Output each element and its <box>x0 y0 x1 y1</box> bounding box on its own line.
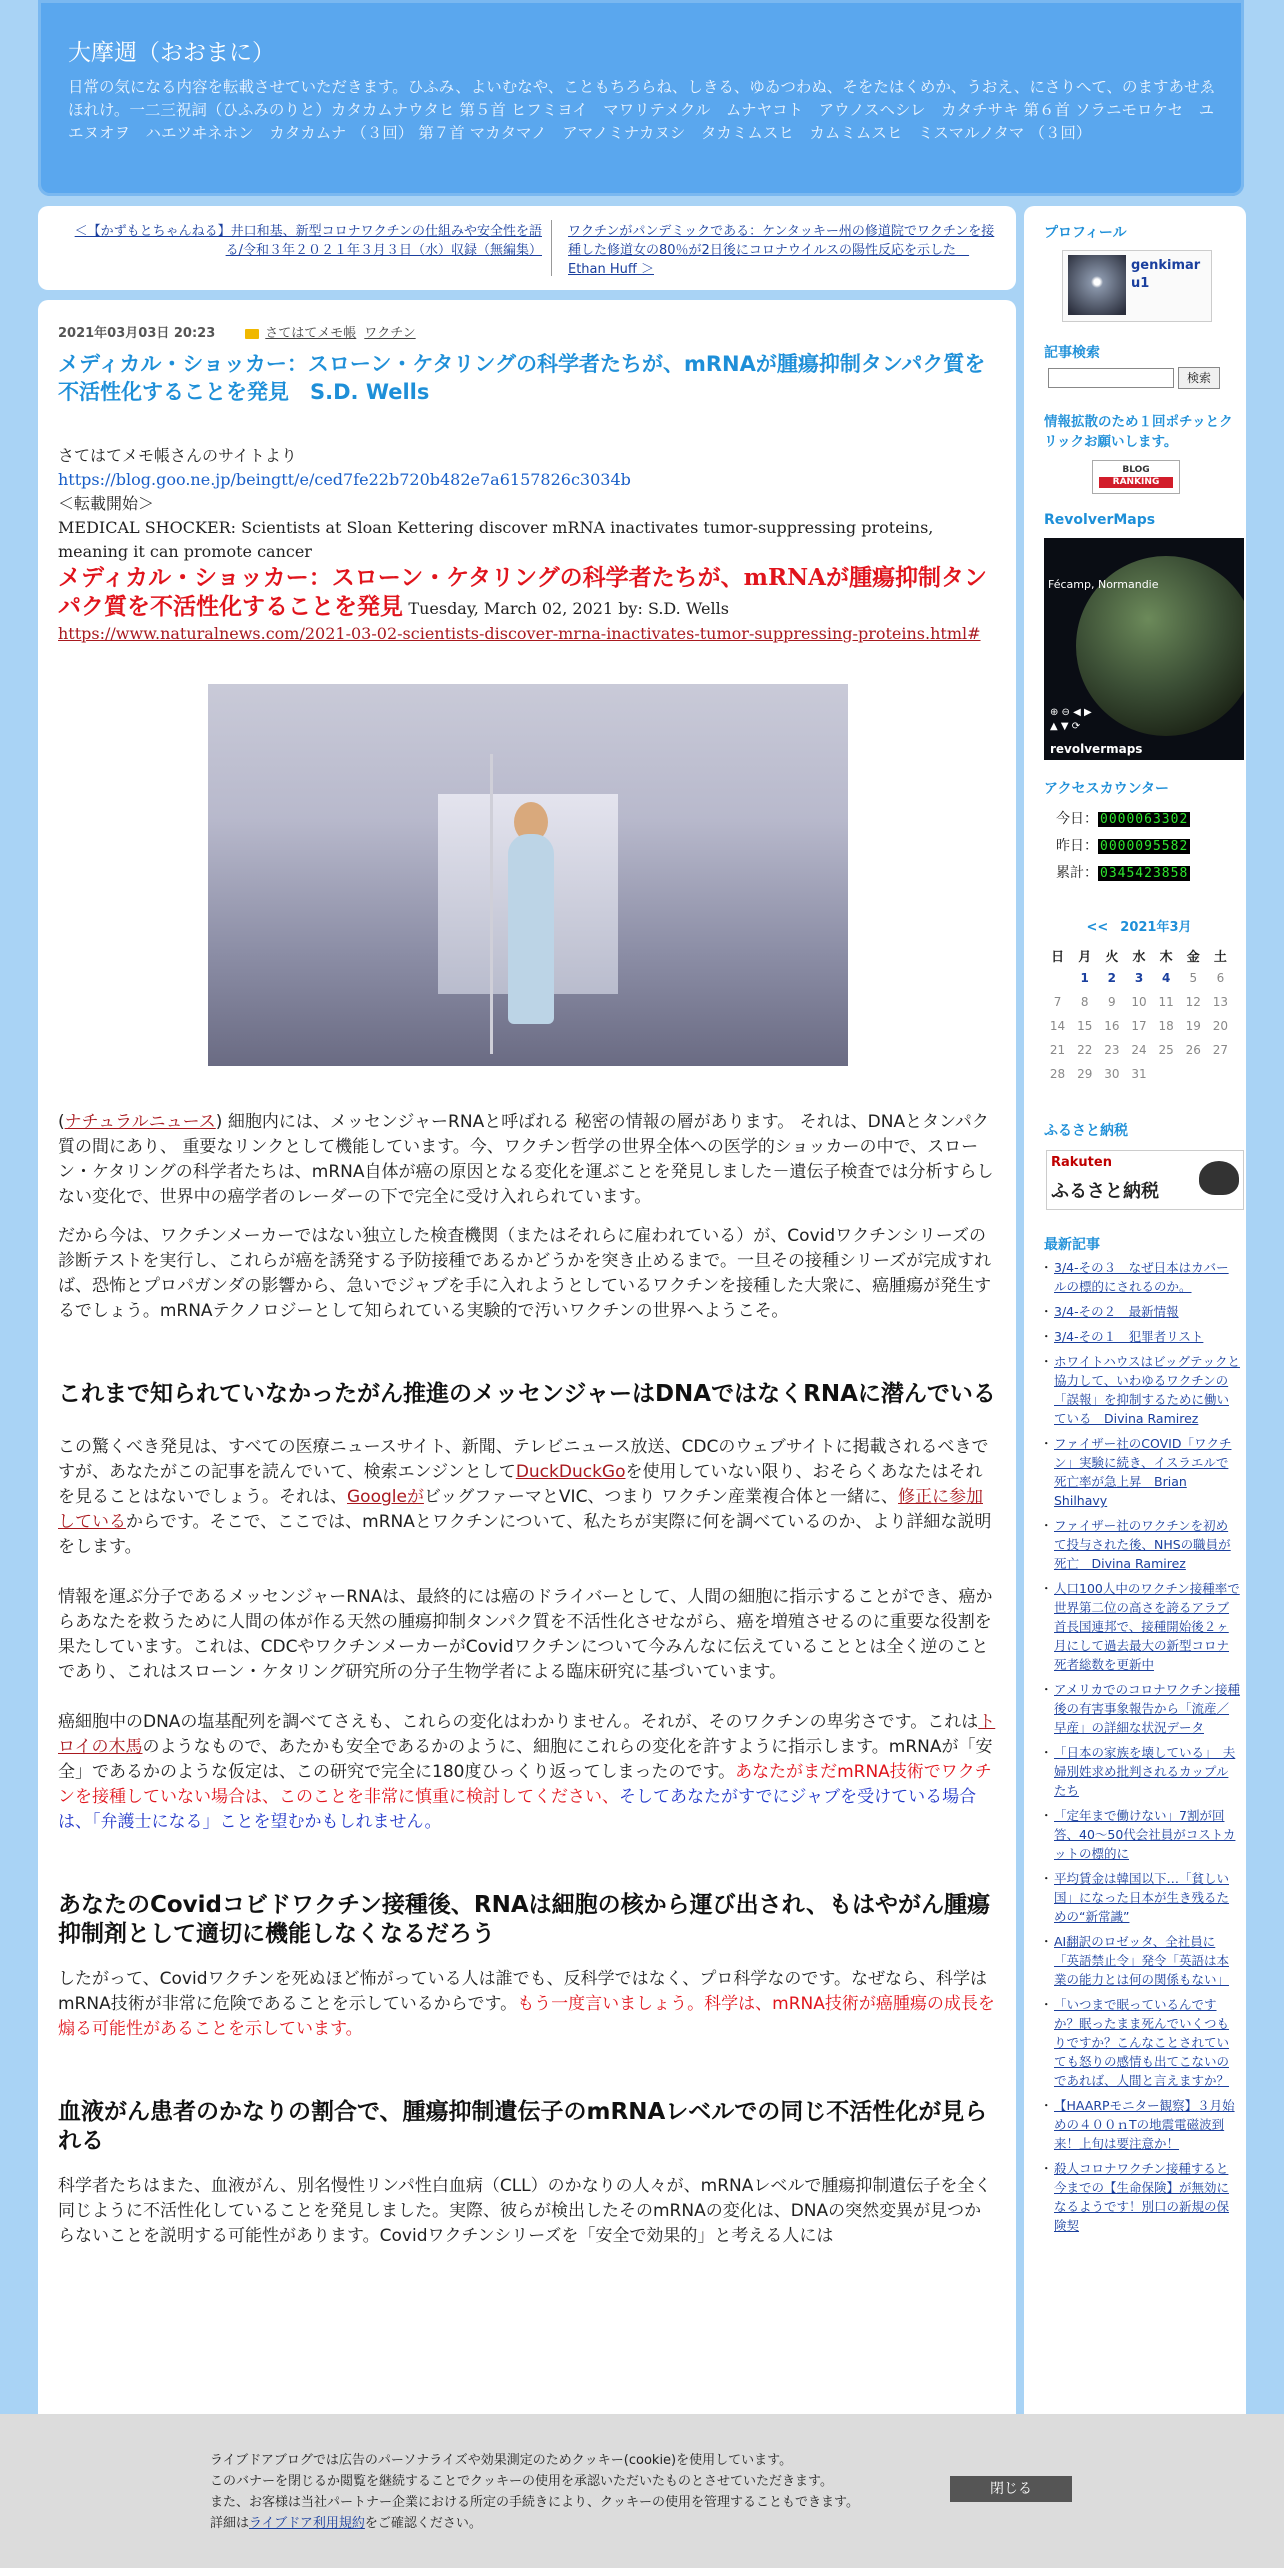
recent-post-link[interactable]: アメリカでのコロナワクチン接種後の有害事象報告から「流産／早産」の詳細な状況データ <box>1054 1682 1241 1735</box>
category-link[interactable]: さてはてメモ帳 <box>265 326 357 341</box>
category-list <box>245 322 423 341</box>
bullet-icon: ・ <box>1040 1436 1053 1451</box>
bullet-icon: ・ <box>1040 1934 1053 1949</box>
recent-post-link[interactable]: ファイザー社のワクチンを初めて投与された後、NHSの職員が死亡 Divina Ramirez <box>1054 1518 1231 1571</box>
recent-post-link[interactable]: ファイザー社のCOVID「ワクチン」実験に続き、イスラエルで死亡率が急上昇 Brian Shilhavy <box>1054 1436 1232 1508</box>
source-intro: さてはてメモ帳さんのサイトより <box>58 446 297 465</box>
bullet-icon: ・ <box>1040 1304 1053 1319</box>
recent-post-item <box>1040 1806 1240 1863</box>
ranking-badge-line2: RANKING <box>1099 477 1173 488</box>
post-pager <box>38 206 1016 290</box>
paragraph-5: 癌細胞中のDNAの塩基配列を調べてさえも、これらの変化はわかりません。それが、そのワクチンの卑劣さです。これはトロイの木馬のようなもので、あたかも安全であるかのように、細胞にこれらの変化を許すように指示します。mRNAが「安全」であるかのような仮定は、この研究で完全に180度ひっくり返ってしまったのです。あなたがまだmRNA技術でワクチンを接種していない場合は、このことを非常に慎重に検討してください、そしてあなたがすでにジャブを受けている場合は、「弁護士になる」ことを望むかもしれません。 <box>58 1712 996 1832</box>
teapot-icon <box>1199 1161 1239 1195</box>
bullet-icon: ・ <box>1040 1997 1053 2012</box>
section-heading-3: 血液がん患者のかなりの割合で、腫瘍抑制遺伝子のmRNAレベルでの同じ不活性化が見られる <box>58 2099 988 2154</box>
byline: Tuesday, March 02, 2021 by: S.D. Wells <box>408 599 729 618</box>
next-post-link[interactable]: ワクチンがパンデミックである：ケンタッキー州の修道院でワクチンを接種した修道女の80％が2日後にコロナウイルスの陽性反応を示した Ethan Huff ＞ <box>568 224 995 277</box>
recent-post-item <box>1040 1579 1240 1674</box>
counter-total: 累計： 0345423858 <box>1056 865 1189 881</box>
recent-post-item <box>1040 1327 1240 1346</box>
profile-title: プロフィール <box>1044 225 1127 241</box>
ranking-text: 情報拡散のため１回ポチッとクリックお願いします。 <box>1044 414 1233 450</box>
calendar-week: 14 15 16 17 18 19 20 <box>1049 1019 1229 1033</box>
calendar-day-link[interactable]: 3 <box>1134 971 1144 985</box>
calendar-week: 28 29 30 31 <box>1049 1067 1147 1081</box>
recent-post-link[interactable]: AI翻訳のロゼッタ、全社員に「英語禁止令」発令「英語は本業の能力とは何の関係もない」 <box>1054 1934 1230 1987</box>
post-meta <box>58 322 424 341</box>
bullet-icon: ・ <box>1040 1329 1053 1344</box>
repost-start: ＜転載開始＞ <box>58 494 155 513</box>
recent-post-item <box>1040 1434 1240 1510</box>
profile-card[interactable] <box>1062 250 1212 322</box>
section-heading-1: これまで知られていなかったがん推進のメッセンジャーはDNAではなくRNAに潜んでいる <box>58 1381 996 1407</box>
blog-title[interactable]: 大摩週（おおまに） <box>68 40 275 66</box>
jp-headline: メディカル・ショッカー：スローン・ケタリングの科学者たちが、mRNAが腫瘍抑制タンパク質を不活性化することを発見 <box>58 564 987 620</box>
recent-post-item <box>1040 1516 1240 1573</box>
recent-post-link[interactable]: 「いつまで眠っているんですか？眠ったまま死んでいくつもりですか？こんなことされていても怒りの感情も出てこないのであれば、人間と言えますか？ <box>1054 1997 1230 2088</box>
calendar-day-link[interactable]: 1 <box>1080 971 1089 985</box>
calendar-week: 7 8 9 10 11 12 13 <box>1053 995 1229 1009</box>
bullet-icon: ・ <box>1040 1581 1053 1596</box>
section-heading-2: あなたのCovidコビドワクチン接種後、RNAは細胞の核から運び出され、もはやがん腫瘍抑制剤として適切に機能しなくなるだろう <box>58 1892 991 1947</box>
photo-iv-pole <box>490 754 493 1054</box>
calendar <box>1044 916 1234 1086</box>
recent-post-link[interactable]: 「定年まで働けない」7割が回答、40～50代会社員がコストカットの標的に <box>1054 1808 1236 1861</box>
blog-header <box>38 0 1244 196</box>
counter-today-value: 0000063302 <box>1100 812 1189 827</box>
cookie-text: ライブドアブログでは広告のパーソナライズや効果測定のためクッキー(cookie)を使用しています。 このバナーを閉じるか閲覧を継続することでクッキーの使用を承認いただいたものとさせていただきます。 また、お客様は当社パートナー企業における所定の手続きにより、クッキーの使用を管理することもできます。 詳細はライブドア利用規約をご確認ください。 <box>210 2453 859 2531</box>
calendar-title: 2021年3月 <box>1120 920 1192 935</box>
recent-posts-title: 最新記事 <box>1044 1237 1100 1253</box>
photo-girl <box>508 834 554 1024</box>
jp-headline-block <box>58 564 998 622</box>
paragraph-1: (ナチュラルニュース) 細胞内には、メッセンジャーRNAと呼ばれる 秘密の情報の層があります。 それは、DNAとタンパク質の間にあり、 重要なリンクとして機能しています。今、ワクチン哲学の世界全体への医学的ショッカーの中で、スローン・ケタリングの科学者たちは、mRNA自体が癌の原因となる変化を運ぶことを発見しました－遺伝子検査では分析すらしない変化で、世界中の癌学者のレーダーの下で完全に受け入れられています。 <box>58 1112 994 1207</box>
cookie-banner <box>0 2414 1284 2568</box>
trojan-horse-link[interactable]: トロイの木馬 <box>58 1712 996 1757</box>
sidebar <box>1024 206 1246 2568</box>
post-body <box>58 444 998 2249</box>
recent-post-item <box>1040 1869 1240 1926</box>
bullet-icon: ・ <box>1040 1354 1053 1369</box>
avatar[interactable] <box>1068 255 1126 315</box>
ranking-badge-line1: BLOG <box>1122 465 1150 475</box>
paragraph-3: この驚くべき発見は、すべての医療ニュースサイト、新聞、テレビニュース放送、CDCのウェブサイトに掲載されるべきですが、あなたがこの記事を読んでいて、検索エンジンとしてDuckDuckGoを使用していない限り、おそらくあなたはそれを見ることはないでしょう。それは、GoogleがビッグファーマとVIC、つまり ワクチン産業複合体と一緒に、修正に参加しているからです。そこで、ここでは、mRNAとワクチンについて、私たちが実際に何を調べているのか、より詳細な説明をします。 <box>58 1437 992 1557</box>
terms-link[interactable]: ライブドア利用規約 <box>249 2516 365 2531</box>
recent-post-item <box>1040 1258 1240 1296</box>
bullet-icon: ・ <box>1040 2098 1053 2113</box>
paragraph-7: 科学者たちはまた、血液がん、別名慢性リンパ性白血病（CLL）のかなりの人々が、mRNAレベルで腫瘍抑制遺伝子を全く同じように不活性化していることを発見しました。実際、彼らが検出したそのmRNAの変化は、DNAの突然変異が見つからないことを説明する可能性があります。Covidワクチンシリーズを「安全で効果的」と考える人には <box>58 2176 992 2246</box>
bullet-icon: ・ <box>1040 1745 1053 1760</box>
access-counter <box>1056 806 1190 887</box>
recent-post-item <box>1040 1932 1240 1989</box>
recent-post-item <box>1040 2096 1240 2153</box>
duckduckgo-link[interactable]: DuckDuckGo <box>515 1462 626 1482</box>
recent-post-link[interactable]: 3/4-その２ 最新情報 <box>1054 1304 1179 1319</box>
post-date: 2021年03月03日 20:23 <box>58 326 216 341</box>
calendar-week: 21 22 23 24 25 26 27 <box>1049 1043 1229 1057</box>
zoom-controls[interactable]: ⊕ ⊖ ◀ ▶ ▲ ▼ ⟳ <box>1050 707 1092 732</box>
paragraph-4: 情報を運ぶ分子であるメッセンジャーRNAは、最終的には癌のドライバーとして、人間の細胞に指示することができ、癌からあなたを救うために人間の体が作る天然の腫瘍抑制タンパク質を不活性化させながら、癌を増殖させるのに重要な役割を果たしています。これは、CDCやワクチンメーカーがCovidワクチンについて今みんなに伝えていることとは全く逆のことであり、これはスローン・ケタリング研究所の分子生物学者による臨床研究に基づいています。 <box>58 1587 993 1682</box>
folder-icon <box>245 329 259 339</box>
bullet-icon: ・ <box>1040 1682 1053 1697</box>
furusato-banner[interactable] <box>1046 1150 1244 1210</box>
recent-post-item <box>1040 1995 1240 2090</box>
recent-post-item <box>1040 1352 1241 1428</box>
calendar-day-link[interactable]: 4 <box>1161 971 1171 985</box>
naturalnews-link[interactable]: ナチュラルニュース <box>64 1112 216 1132</box>
search-button[interactable]: 検索 <box>1178 367 1220 389</box>
bullet-icon: ・ <box>1040 1518 1053 1533</box>
article-url-link[interactable]: https://www.naturalnews.com/2021-03-02-scientists-discover-mrna-inactivates-tumor-suppressing-proteins.html# <box>58 624 981 643</box>
prev-post-link[interactable]: ＜【かずもとちゃんねる】井口和基、新型コロナワクチンの仕組みや安全性を語る/令和３年２０２１年３月３日（水）収録（無編集） <box>74 224 542 258</box>
correction-link[interactable]: 修正に参加している <box>58 1487 983 1532</box>
recent-post-item <box>1040 1680 1241 1737</box>
blog-description: 日常の気になる内容を転載させていただきます。ひふみ、よいむなや、こともちろらね、しきる、ゆゐつわぬ、そをたはくめか、うおえ、にさりへて、のますあせゑほれけ。一二三祝詞（ひふみのりと）カタカムナウタヒ 第５首 ヒフミヨイ マワリテメクル ムナヤコト アウノスヘシレ カタチサキ 第６首 ソラニモロケセ ユエヌオヲ ハエツヰネホン カタカムナ （３回） 第７首 マカタマノ アマノミナカヌシ タカミムスヒ カムミムスヒ ミスマルノタマ （３回） <box>68 78 1216 142</box>
calendar-day-link[interactable]: 2 <box>1107 971 1117 985</box>
counter-today: 今日： 0000063302 <box>1056 811 1189 827</box>
bullet-icon: ・ <box>1040 2161 1053 2176</box>
post-title[interactable]: メディカル・ショッカー：スローン・ケタリングの科学者たちが、mRNAが腫瘍抑制タンパク質を不活性化することを発見 S.D. Wells <box>58 352 986 404</box>
recent-post-item <box>1040 1302 1240 1321</box>
recent-post-item <box>1040 1743 1240 1800</box>
paragraph-6: したがって、Covidワクチンを死ぬほど怖がっている人は誰でも、反科学ではなく、プロ科学なのです。なぜなら、科学はmRNA技術が非常に危険であることを示しているからです。もう一度言いましょう。科学は、mRNA技術が癌腫瘍の成長を煽る可能性があることを示しています。 <box>58 1969 995 2039</box>
access-counter-title: アクセスカウンター <box>1044 781 1170 797</box>
recent-post-link[interactable]: 殺人コロナワクチン接種すると今までの【生命保険】が無効になるようです！別口の新規の保険契 <box>1054 2161 1230 2233</box>
counter-yesterday: 昨日： 0000095582 <box>1056 838 1189 854</box>
bullet-icon: ・ <box>1040 1260 1053 1275</box>
calendar-table <box>1044 945 1234 1086</box>
bullet-icon: ・ <box>1040 1871 1053 1886</box>
google-link[interactable]: Googleが <box>347 1487 424 1507</box>
calendar-week: 1 2 3 4 5 6 <box>1080 971 1225 985</box>
search-title: 記事検索 <box>1044 345 1100 361</box>
close-button[interactable]: 閉じる <box>950 2476 1072 2502</box>
paragraph-2: だから今は、ワクチンメーカーではない独立した検査機関（またはそれらに雇われている）が、Covidワクチンシリーズの診断テストを実行し、これらが癌を誘発する予防接種であるかどうかを突き止めるまで。一旦その接種シリーズが完成すれば、恐怖とプロパガンダの影響から、急いでジャブを手に入れようとしているワクチンを接種した大衆に、癌腫瘍が発生するでしょう。mRNAテクノロジーとして知られている実験的で汚いワクチンの世界へようこそ。 <box>58 1226 992 1321</box>
furusato-title: ふるさと納税 <box>1044 1123 1128 1139</box>
recent-post-link[interactable]: 3/4-その１ 犯罪者リスト <box>1054 1329 1204 1344</box>
calendar-prev-link[interactable]: << <box>1086 920 1109 935</box>
recent-post-item <box>1040 2159 1240 2235</box>
article-photo <box>208 684 848 1066</box>
search-input[interactable] <box>1048 368 1174 388</box>
recent-post-link[interactable]: 3/4-その３ なぜ日本はカバールの標的にされるのか。 <box>1054 1260 1229 1294</box>
article-container <box>38 300 1016 2568</box>
bullet-icon: ・ <box>1040 1808 1053 1823</box>
category-link[interactable]: ワクチン <box>364 326 416 341</box>
source-url-link[interactable]: https://blog.goo.ne.jp/beingtt/e/ced7fe22b720b482e7a6157826c3034b <box>58 470 631 489</box>
recent-post-link[interactable]: ホワイトハウスはビッグテックと協力して、いわゆるワクチンの「誤報」を抑制するために働いている Divina Ramirez <box>1054 1354 1241 1426</box>
recent-post-link[interactable]: 【HAARPモニター観察】３月始めの４００ｎTの地震電磁波到来！上旬は要注意か！ <box>1054 2098 1235 2151</box>
furusato-banner-text: ふるさと納税 <box>1051 1181 1159 1202</box>
calendar-weekdays: 日 月 火 水 木 金 土 <box>1051 950 1227 965</box>
blog-ranking-badge[interactable] <box>1092 460 1180 494</box>
recent-posts-list <box>1040 1258 1241 2241</box>
counter-total-value: 0345423858 <box>1100 866 1189 881</box>
recent-post-link[interactable]: 人口100人中のワクチン接種率で世界第二位の高さを誇るアラブ首長国連邦で、接種開始後２ヶ月にして過去最大の新型コロナ死者総数を更新中 <box>1054 1581 1240 1672</box>
recent-post-link[interactable]: 平均賃金は韓国以下…「貧しい国」になった日本が生き残るための“新常識” <box>1054 1871 1230 1924</box>
revolvermaps-widget[interactable] <box>1044 538 1244 760</box>
counter-yesterday-value: 0000095582 <box>1100 839 1189 854</box>
profile-name[interactable]: genkimaru1 <box>1131 258 1201 291</box>
revolvermaps-label: revolvermaps <box>1050 742 1143 756</box>
english-headline: MEDICAL SHOCKER: Scientists at Sloan Kettering discover mRNA inactivates tumor-suppressing proteins, meaning it can promote cancer <box>58 518 934 561</box>
revolvermaps-title: RevolverMaps <box>1044 512 1156 528</box>
visitor-location: Fécamp, Normandie <box>1048 578 1159 591</box>
recent-post-link[interactable]: 「日本の家族を壊している」 夫婦別姓求め批判されるカップルたち <box>1054 1745 1236 1798</box>
rakuten-logo: Rakuten <box>1051 1155 1112 1170</box>
